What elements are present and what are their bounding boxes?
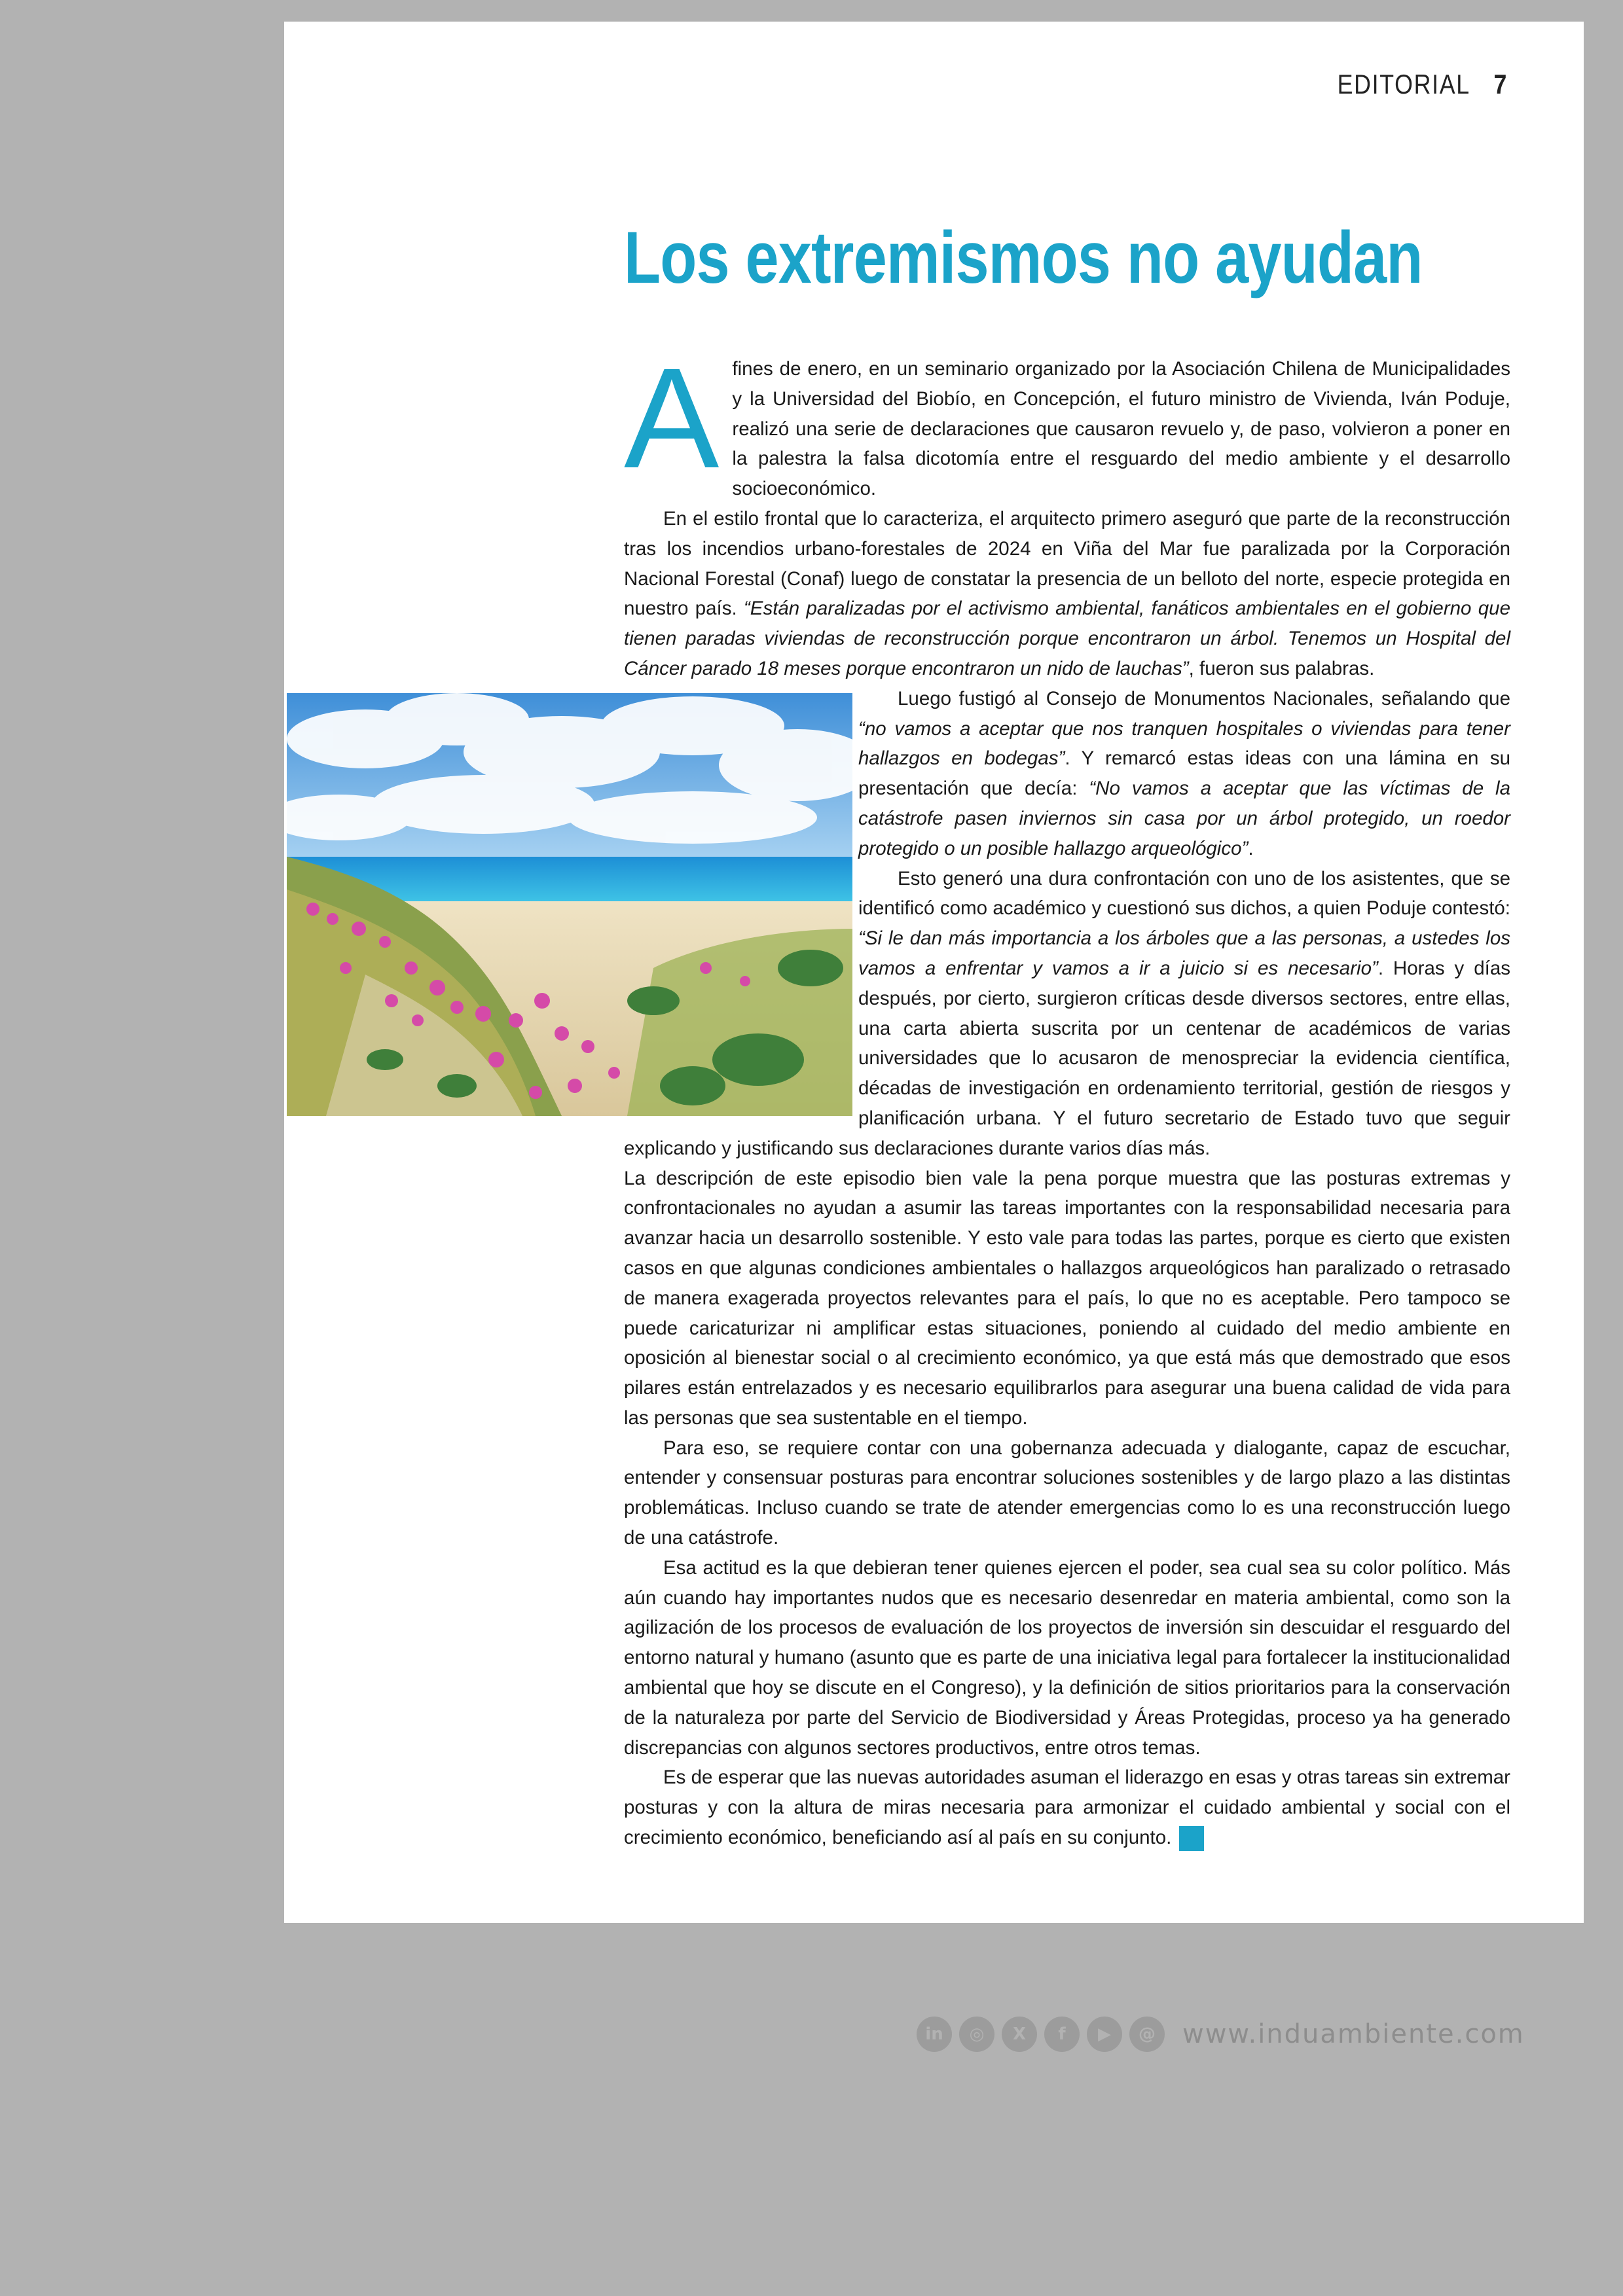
quote: “Están paralizadas por el activismo ambiental, fanáticos ambientales en el gobierno que tienen paradas viviendas de reconstrucción porque encontraron un árbol. Tenemos un Hospital del Cáncer parado 18 meses porque encontraron un nido de lauchas” bbox=[624, 598, 1510, 679]
paragraph-3: Luego fustigó al Consejo de Monumentos Nacionales, señalando que “no vamos a aceptar que nos tranquen hospitales o viviendas para tener hallazgos en bodegas”. Y remarcó estas ideas con una lámina en su presentación que decía: “No vamos a aceptar que las víctimas de la catástrofe pasen inviernos sin casa por un árbol protegido, un roedor protegido o un posible hallazgo arqueológico”. bbox=[858, 687, 1511, 859]
paragraph-5: La descripción de este episodio bien vale la pena porque muestra que las posturas extremas y confrontacionales no ayudan a asumir las tareas importantes con la responsabilidad necesaria para avanzar hacia un desarrollo sostenible. Y esto vale para todas las partes, porque es cierto que existen casos en que algunas condiciones ambientales o hallazgos arqueológicos han paralizado o retrasado de manera exagerada proyectos relevantes para el país, lo que no es aceptable. Pero tampoco se puede caricaturizar ni amplificar estas situaciones, poniendo al cuidado del medio ambiente en oposición al bienestar social o al crecimiento económico, ya que está más que demostrado que esos pilares están entrelazados y es necesario equilibrarlos para asegurar una buena calidad de vida para las personas que sea sustentable en el tiempo. bbox=[624, 1167, 1510, 1429]
quote: “No vamos a aceptar que las víctimas de la catástrofe pasen inviernos sin casa por un árbol protegido, un roedor protegido o un posible hallazgo arqueológico” bbox=[858, 778, 1511, 859]
beach-dunes-photo bbox=[287, 693, 852, 1116]
paragraph-7: Esa actitud es la que debieran tener quienes ejercen el poder, sea cual sea su color político. Más aún cuando hay importantes nudos que es necesario desenredar en materia ambiental, como son la agilización de los procesos de evaluación de los proyectos de inversión sin descuidar el resguardo del entorno natural y humano (asunto que es parte de una iniciativa legal para fortalecer la institucionalidad ambiental que hoy se discute en el Congreso), y la definición de sitios prioritarios para la conservación de la naturaleza por parte del Servicio de Biodiversidad y Áreas Protegidas, proceso ya ha generado discrepancias con algunos sectores productivos, entre otros temas. bbox=[624, 1556, 1510, 1759]
page-header bbox=[1337, 69, 1506, 100]
page-number: 7 bbox=[1493, 69, 1506, 99]
quote: “Si le dan más importancia a los árboles que a las personas, a ustedes los vamos a enfrentar y vamos a ir a juicio si es necesario” bbox=[858, 927, 1510, 979]
paragraph-8: Es de esperar que las nuevas autoridades asuman el liderazgo en esas y otras tareas sin extremar posturas y con la altura de miras necesaria para armonizar el cuidado ambiental y social con el crecimiento económico, beneficiando así al país en su conjunto. IA bbox=[624, 1763, 1510, 1852]
threads-icon[interactable]: @ bbox=[1129, 2017, 1165, 2052]
paragraph-2: En el estilo frontal que lo caracteriza, el arquitecto primero aseguró que parte de la reconstrucción tras los incendios urbano-forestales de 2024 en Viña del Mar fue paralizada por la Corporación Nacional Forestal (Conaf) luego de constatar la presencia de un belloto del norte, especie protegida en nuestro país. “Están paralizadas por el activismo ambiental, fanáticos ambientales en el gobierno que tienen paradas viviendas de reconstrucción porque encontraron un árbol. Tenemos un Hospital del Cáncer parado 18 meses porque encontraron un nido de lauchas”, fueron sus palabras. bbox=[624, 507, 1510, 679]
quote: “no vamos a aceptar que nos tranquen hospitales o viviendas para tener hallazgos en bodegas” bbox=[858, 717, 1510, 770]
section-label: EDITORIAL bbox=[1337, 69, 1470, 99]
beach-landscape-illustration bbox=[287, 693, 852, 1116]
article-title: Los extremismos no ayudan bbox=[624, 217, 1423, 298]
youtube-icon[interactable]: ▶ bbox=[1087, 2017, 1122, 2052]
paragraph-1: Afines de enero, en un seminario organizado por la Asociación Chilena de Municipalidades y la Universidad del Biobío, en Concepción, el futuro ministro de Vivienda, Iván Poduje, realizó una serie de declaraciones que causaron revuelo y, de paso, volvieron a poner en la palestra la falsa dicotomía entre el resguardo del medio ambiente y el desarrollo socioeconómico. bbox=[624, 339, 1510, 500]
paragraph-6: Para eso, se requiere contar con una gobernanza adecuada y dialogante, capaz de escuchar, entender y consensuar posturas para encontrar soluciones sostenibles y de largo plazo a las distintas problemáticas. Incluso cuando se trate de atender emergencias como lo es una reconstrucción luego de una catástrofe. bbox=[624, 1437, 1510, 1549]
website-link[interactable]: www.induambiente.com bbox=[1182, 2019, 1525, 2049]
footer-bar bbox=[917, 2015, 1525, 2054]
end-mark-logo: IA bbox=[1179, 1826, 1204, 1851]
drop-cap: A bbox=[624, 339, 720, 498]
facebook-icon[interactable]: f bbox=[1044, 2017, 1080, 2052]
instagram-icon[interactable]: ◎ bbox=[959, 2017, 994, 2052]
x-icon[interactable]: X bbox=[1002, 2017, 1037, 2052]
linkedin-icon[interactable]: in bbox=[917, 2017, 952, 2052]
paragraph-4: Esto generó una dura confrontación con uno de los asistentes, que se identificó como académico y cuestionó sus dichos, a quien Poduje contestó: “Si le dan más importancia a los árboles que a las personas, a ustedes los vamos a enfrentar y vamos a ir a juicio si es necesario”. Horas y días después, por cierto, surgieron críticas desde diversos sectores, entre ellas, una carta abierta suscrita por un centenar de académicos de varias universidades que lo acusaron de menospreciar la evidencia científica, décadas de investigación en ordenamiento territorial, gestión de riesgos y planificación urbana. Y el futuro secretario de Estado tuvo que seguir explicando y justificando sus declaraciones durante varios días más. bbox=[624, 867, 1510, 1159]
